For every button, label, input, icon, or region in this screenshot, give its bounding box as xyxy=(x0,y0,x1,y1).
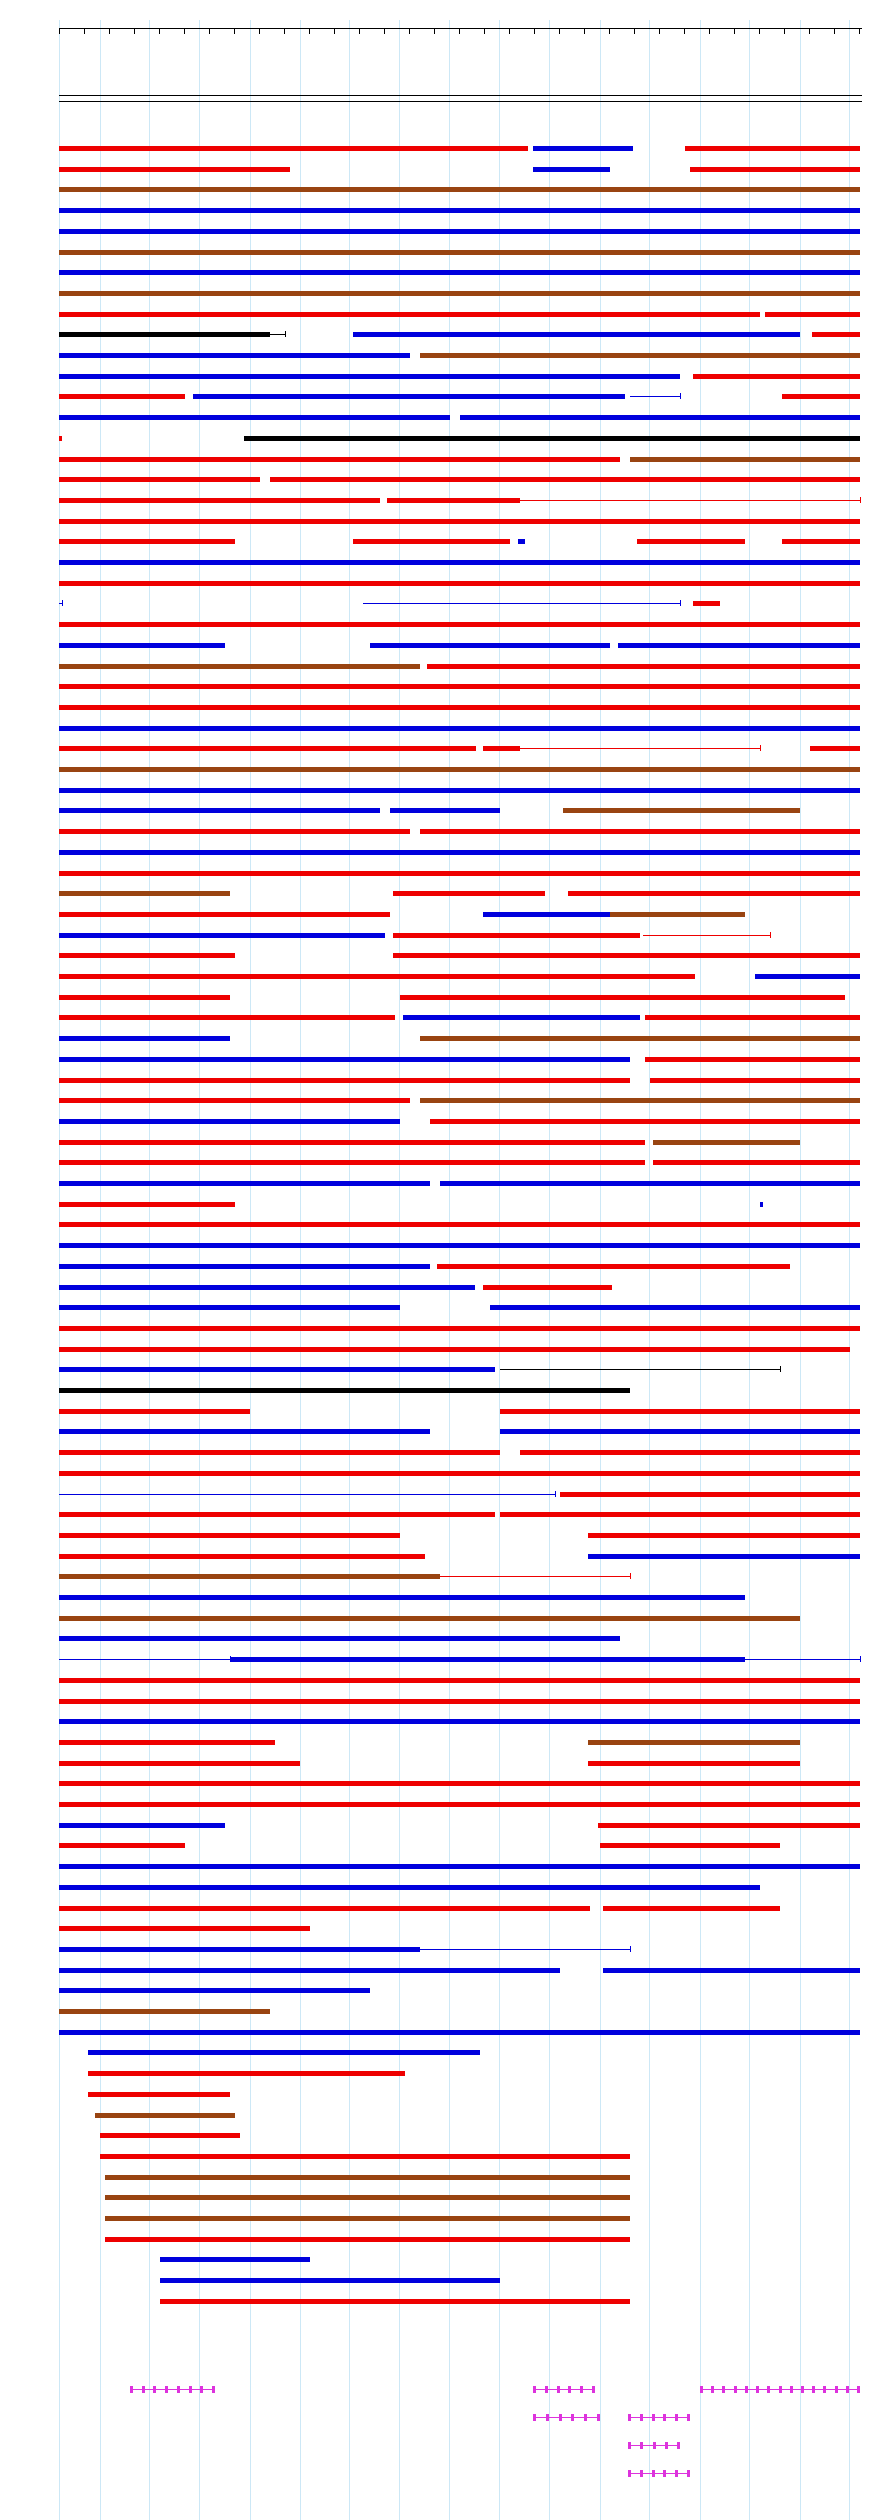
sv-bar xyxy=(59,1864,860,1869)
ruler-tick xyxy=(584,29,585,34)
sv-bar xyxy=(59,312,760,317)
sv-bar xyxy=(59,415,450,420)
sv-bar xyxy=(490,1305,860,1310)
sv-bar xyxy=(59,1450,500,1455)
gene-exon xyxy=(533,2386,536,2393)
ruler-tick xyxy=(484,29,485,34)
gene-exon xyxy=(812,2386,815,2393)
sv-bar xyxy=(59,1015,395,1020)
sv-bar xyxy=(603,1968,860,1973)
sv-bar xyxy=(588,1740,800,1745)
sv-bar xyxy=(59,829,410,834)
sv-bar xyxy=(588,1554,860,1559)
ruler-tick xyxy=(259,29,260,34)
sv-bar xyxy=(59,1512,495,1517)
sv-bar xyxy=(533,167,610,172)
ruler-tick xyxy=(409,29,410,34)
sv-bar xyxy=(59,1347,850,1352)
gene-exon xyxy=(835,2386,838,2393)
sv-bar xyxy=(59,1119,400,1124)
sv-end-tick xyxy=(555,1491,556,1497)
sv-bar xyxy=(755,974,860,979)
sv-bar xyxy=(88,2050,480,2055)
ruler-tick xyxy=(284,29,285,34)
sv-bar xyxy=(59,374,680,379)
grid-line xyxy=(749,20,750,2520)
gene-exon xyxy=(846,2386,849,2393)
sv-bar xyxy=(59,1057,630,1062)
sv-bar xyxy=(59,1078,630,1083)
sv-bar xyxy=(59,622,860,627)
ruler-tick xyxy=(209,29,210,34)
sv-bar xyxy=(59,912,390,917)
gene-exon xyxy=(700,2386,703,2393)
sv-bar xyxy=(420,1098,860,1103)
gene-exon xyxy=(640,2414,643,2421)
sv-bar xyxy=(59,1222,860,1227)
ruler-tick xyxy=(334,29,335,34)
sv-bar xyxy=(440,1181,860,1186)
gene-exon xyxy=(779,2386,782,2393)
gene-exon xyxy=(628,2414,631,2421)
sv-bar xyxy=(59,1285,475,1290)
gene-exon xyxy=(628,2470,631,2477)
sv-bar xyxy=(483,912,610,917)
gene-exon xyxy=(675,2414,678,2421)
sv-bar xyxy=(160,2278,500,2283)
gene-exon xyxy=(745,2386,748,2393)
sv-bar xyxy=(59,1616,800,1621)
sv-bar xyxy=(782,539,860,544)
ruler-tick xyxy=(509,29,510,34)
ruler-tick xyxy=(384,29,385,34)
sv-bar xyxy=(59,850,860,855)
sv-bar xyxy=(563,808,800,813)
sv-bar xyxy=(59,1761,300,1766)
sv-bar xyxy=(59,2009,270,2014)
gene-exon xyxy=(597,2414,600,2421)
sv-bar xyxy=(59,291,860,296)
sv-bar xyxy=(518,539,525,544)
ruler-tick xyxy=(159,29,160,34)
sv-bar xyxy=(393,953,860,958)
sv-bar xyxy=(437,1264,790,1269)
gene-exon xyxy=(675,2470,678,2477)
cytoband-outline xyxy=(59,95,862,96)
sv-bar xyxy=(650,1078,860,1083)
sv-bar xyxy=(59,1264,430,1269)
sv-bar xyxy=(59,229,860,234)
sv-bar xyxy=(420,353,860,358)
sv-end-tick xyxy=(285,331,286,337)
gene-exon xyxy=(559,2414,562,2421)
gene-exon xyxy=(663,2470,666,2477)
sv-bar xyxy=(59,332,270,337)
sv-end-tick xyxy=(770,932,771,938)
sv-bar xyxy=(430,1119,860,1124)
sv-bar xyxy=(59,187,860,192)
sv-bar xyxy=(59,1885,760,1890)
sv-bar xyxy=(610,912,745,917)
ruler-tick xyxy=(59,29,60,34)
sv-bar xyxy=(105,2237,630,2242)
sv-bar xyxy=(427,664,860,669)
sv-bar xyxy=(59,1429,430,1434)
sv-bar xyxy=(59,1595,745,1600)
sv-bar xyxy=(95,2113,235,2118)
gene-exon xyxy=(571,2414,574,2421)
ruler-tick xyxy=(534,29,535,34)
sv-bar xyxy=(59,581,860,586)
sv-bar xyxy=(59,1947,420,1952)
sv-connector xyxy=(440,1576,630,1577)
sv-bar xyxy=(59,1554,425,1559)
sv-bar xyxy=(59,1388,630,1393)
sv-bar xyxy=(105,2175,630,2180)
gene-exon xyxy=(189,2386,192,2393)
sv-bar xyxy=(460,415,860,420)
sv-bar xyxy=(59,974,695,979)
sv-bar xyxy=(420,829,860,834)
ruler-tick xyxy=(559,29,560,34)
sv-bar xyxy=(59,353,410,358)
ruler-tick xyxy=(684,29,685,34)
sv-bar xyxy=(483,746,520,751)
sv-bar xyxy=(59,788,860,793)
sv-end-tick xyxy=(680,600,681,606)
sv-bar xyxy=(88,2071,405,2076)
sv-bar xyxy=(244,436,860,441)
sv-bar xyxy=(59,1636,620,1641)
sv-bar xyxy=(59,1802,860,1807)
sv-bar xyxy=(59,1305,400,1310)
sv-bar xyxy=(685,146,860,151)
sv-end-tick xyxy=(680,393,681,399)
gene-exon xyxy=(568,2386,571,2393)
sv-connector xyxy=(500,1369,780,1370)
sv-bar xyxy=(765,312,860,317)
sv-bar xyxy=(59,1823,225,1828)
sv-bar xyxy=(59,871,860,876)
ruler-tick xyxy=(634,29,635,34)
ruler-tick xyxy=(309,29,310,34)
sv-bar xyxy=(59,995,230,1000)
sv-connector xyxy=(59,1659,230,1660)
ruler-tick xyxy=(609,29,610,34)
gene-exon xyxy=(546,2414,549,2421)
gene-exon xyxy=(584,2414,587,2421)
gene-exon xyxy=(640,2470,643,2477)
ruler-tick xyxy=(109,29,110,34)
sv-bar xyxy=(568,891,860,896)
gene-exon xyxy=(533,2414,536,2421)
gene-exon xyxy=(663,2414,666,2421)
gene-intron-line xyxy=(628,2417,690,2418)
gene-exon xyxy=(557,2386,560,2393)
sv-bar xyxy=(618,643,860,648)
grid-line xyxy=(700,20,701,2520)
gene-exon xyxy=(130,2386,133,2393)
gene-exon xyxy=(153,2386,156,2393)
sv-bar xyxy=(500,1409,860,1414)
sv-bar xyxy=(393,891,545,896)
sv-bar xyxy=(560,1492,860,1497)
gene-intron-line xyxy=(533,2417,600,2418)
sv-bar xyxy=(59,1533,400,1538)
sv-bar xyxy=(59,1181,430,1186)
gene-exon xyxy=(801,2386,804,2393)
sv-end-tick xyxy=(860,1656,861,1662)
sv-bar xyxy=(353,332,800,337)
sv-bar xyxy=(588,1533,860,1538)
grid-line xyxy=(649,20,650,2520)
sv-bar xyxy=(400,995,845,1000)
sv-bar xyxy=(59,1326,860,1331)
sv-bar xyxy=(690,167,860,172)
sv-bar xyxy=(59,1926,310,1931)
sv-bar xyxy=(59,394,185,399)
ruler-tick xyxy=(759,29,760,34)
ruler-tick xyxy=(859,29,860,34)
sv-bar xyxy=(645,1057,860,1062)
ruler-tick xyxy=(184,29,185,34)
ruler-tick xyxy=(659,29,660,34)
sv-bar xyxy=(59,953,235,958)
gene-exon xyxy=(734,2386,737,2393)
sv-bar xyxy=(59,1719,860,1724)
sv-bar xyxy=(59,1678,860,1683)
ruler-tick xyxy=(834,29,835,34)
gene-exon xyxy=(200,2386,203,2393)
ruler-tick xyxy=(359,29,360,34)
gene-exon xyxy=(722,2386,725,2393)
sv-bar xyxy=(59,1574,440,1579)
sv-bar xyxy=(59,746,476,751)
sv-end-tick xyxy=(630,1946,631,1952)
sv-bar xyxy=(59,1781,860,1786)
sv-bar xyxy=(59,664,420,669)
sv-bar xyxy=(483,1285,612,1290)
sv-bar xyxy=(59,1160,645,1165)
sv-bar xyxy=(353,539,510,544)
sv-connector xyxy=(630,396,680,397)
sv-bar xyxy=(760,1202,763,1207)
sv-bar xyxy=(59,705,860,710)
sv-bar xyxy=(270,477,860,482)
sv-bar xyxy=(59,891,230,896)
sv-bar xyxy=(533,146,633,151)
sv-end-tick xyxy=(760,745,761,751)
sv-bar xyxy=(588,1761,800,1766)
sv-bar xyxy=(782,394,860,399)
gene-intron-line xyxy=(628,2473,690,2474)
sv-bar xyxy=(810,746,860,751)
ruler-tick xyxy=(134,29,135,34)
gene-exon xyxy=(857,2386,860,2393)
sv-bar xyxy=(59,1409,250,1414)
sv-bar xyxy=(193,394,625,399)
ruler-tick xyxy=(234,29,235,34)
gene-exon xyxy=(767,2386,770,2393)
sv-bar xyxy=(59,436,62,441)
sv-end-tick xyxy=(780,1366,781,1372)
gene-exon xyxy=(592,2386,595,2393)
sv-bar xyxy=(59,477,260,482)
gene-intron-line xyxy=(533,2389,595,2390)
sv-bar xyxy=(370,643,610,648)
gene-exon xyxy=(823,2386,826,2393)
sv-bar xyxy=(598,1823,860,1828)
ruler-tick xyxy=(734,29,735,34)
cytoband-outline xyxy=(59,101,862,102)
sv-bar xyxy=(59,498,380,503)
gene-exon xyxy=(687,2470,690,2477)
gene-exon xyxy=(756,2386,759,2393)
sv-bar xyxy=(59,1243,860,1248)
sv-bar xyxy=(59,167,290,172)
sv-bar xyxy=(59,643,225,648)
ruler-line xyxy=(59,28,862,29)
sv-bar xyxy=(59,208,860,213)
gene-exon xyxy=(580,2386,583,2393)
sv-bar xyxy=(645,1015,860,1020)
sv-bar xyxy=(100,2154,630,2159)
gene-exon xyxy=(652,2470,655,2477)
sv-bar xyxy=(603,1906,780,1911)
sv-bar xyxy=(812,332,860,337)
ruler-tick xyxy=(459,29,460,34)
sv-bar xyxy=(59,933,385,938)
sv-bar xyxy=(653,1160,860,1165)
gene-exon xyxy=(711,2386,714,2393)
sv-bar xyxy=(160,2299,630,2304)
sv-connector xyxy=(270,334,285,335)
sv-bar xyxy=(59,146,528,151)
sv-bar xyxy=(420,1036,860,1041)
sv-bar xyxy=(100,2133,240,2138)
sv-connector xyxy=(59,1494,555,1495)
sv-bar xyxy=(59,457,620,462)
sv-bar xyxy=(59,1098,410,1103)
sv-bar xyxy=(59,726,860,731)
sv-bar xyxy=(230,1657,745,1662)
sv-bar xyxy=(59,560,860,565)
sv-bar xyxy=(387,498,520,503)
sv-bar xyxy=(59,1367,495,1372)
sv-bar xyxy=(520,1450,860,1455)
gene-exon xyxy=(652,2414,655,2421)
sv-bar xyxy=(59,519,860,524)
sv-bar xyxy=(59,2030,860,2035)
sv-connector xyxy=(643,935,770,936)
sv-connector xyxy=(420,1949,630,1950)
sv-bar xyxy=(693,601,720,606)
ruler-tick xyxy=(709,29,710,34)
sv-bar xyxy=(105,2216,630,2221)
ruler-tick xyxy=(84,29,85,34)
ruler-tick xyxy=(809,29,810,34)
sv-bar xyxy=(59,808,380,813)
sv-connector xyxy=(745,1659,860,1660)
sv-bar xyxy=(160,2257,310,2262)
sv-end-tick xyxy=(62,600,63,606)
sv-bar xyxy=(630,457,860,462)
gene-exon xyxy=(177,2386,180,2393)
sv-bar xyxy=(59,1988,370,1993)
sv-bar xyxy=(390,808,500,813)
sv-bar xyxy=(59,1036,230,1041)
gene-exon xyxy=(687,2414,690,2421)
sv-bar xyxy=(59,767,860,772)
gene-exon xyxy=(790,2386,793,2393)
sv-bar xyxy=(500,1512,860,1517)
sv-end-tick xyxy=(860,497,861,503)
sv-bar xyxy=(59,1740,275,1745)
sv-bar xyxy=(59,1906,590,1911)
sv-connector xyxy=(520,500,860,501)
ruler-tick xyxy=(434,29,435,34)
sv-bar xyxy=(59,1968,560,1973)
sv-bar xyxy=(59,250,860,255)
sv-bar xyxy=(59,1202,235,1207)
sv-bar xyxy=(59,270,860,275)
sv-bar xyxy=(105,2195,630,2200)
sv-bar xyxy=(600,1843,780,1848)
sv-bar xyxy=(59,1471,860,1476)
sv-bar xyxy=(500,1429,860,1434)
sv-bar xyxy=(59,684,860,689)
sv-bar xyxy=(693,374,860,379)
ruler-tick xyxy=(784,29,785,34)
sv-bar xyxy=(393,933,640,938)
gene-exon xyxy=(677,2442,680,2449)
gene-exon xyxy=(640,2442,643,2449)
sv-bar xyxy=(59,539,235,544)
sv-bar xyxy=(403,1015,640,1020)
gene-exon xyxy=(653,2442,656,2449)
sv-bar xyxy=(59,1699,860,1704)
gene-exon xyxy=(165,2386,168,2393)
sv-connector xyxy=(520,748,760,749)
gene-exon xyxy=(142,2386,145,2393)
sv-bar xyxy=(59,1140,645,1145)
sv-bar xyxy=(59,1843,185,1848)
sv-bar xyxy=(653,1140,800,1145)
gene-exon xyxy=(545,2386,548,2393)
sv-end-tick xyxy=(630,1573,631,1579)
gene-exon xyxy=(628,2442,631,2449)
gene-exon xyxy=(212,2386,215,2393)
gene-exon xyxy=(665,2442,668,2449)
sv-bar xyxy=(637,539,745,544)
sv-bar xyxy=(88,2092,230,2097)
sv-connector xyxy=(363,603,680,604)
